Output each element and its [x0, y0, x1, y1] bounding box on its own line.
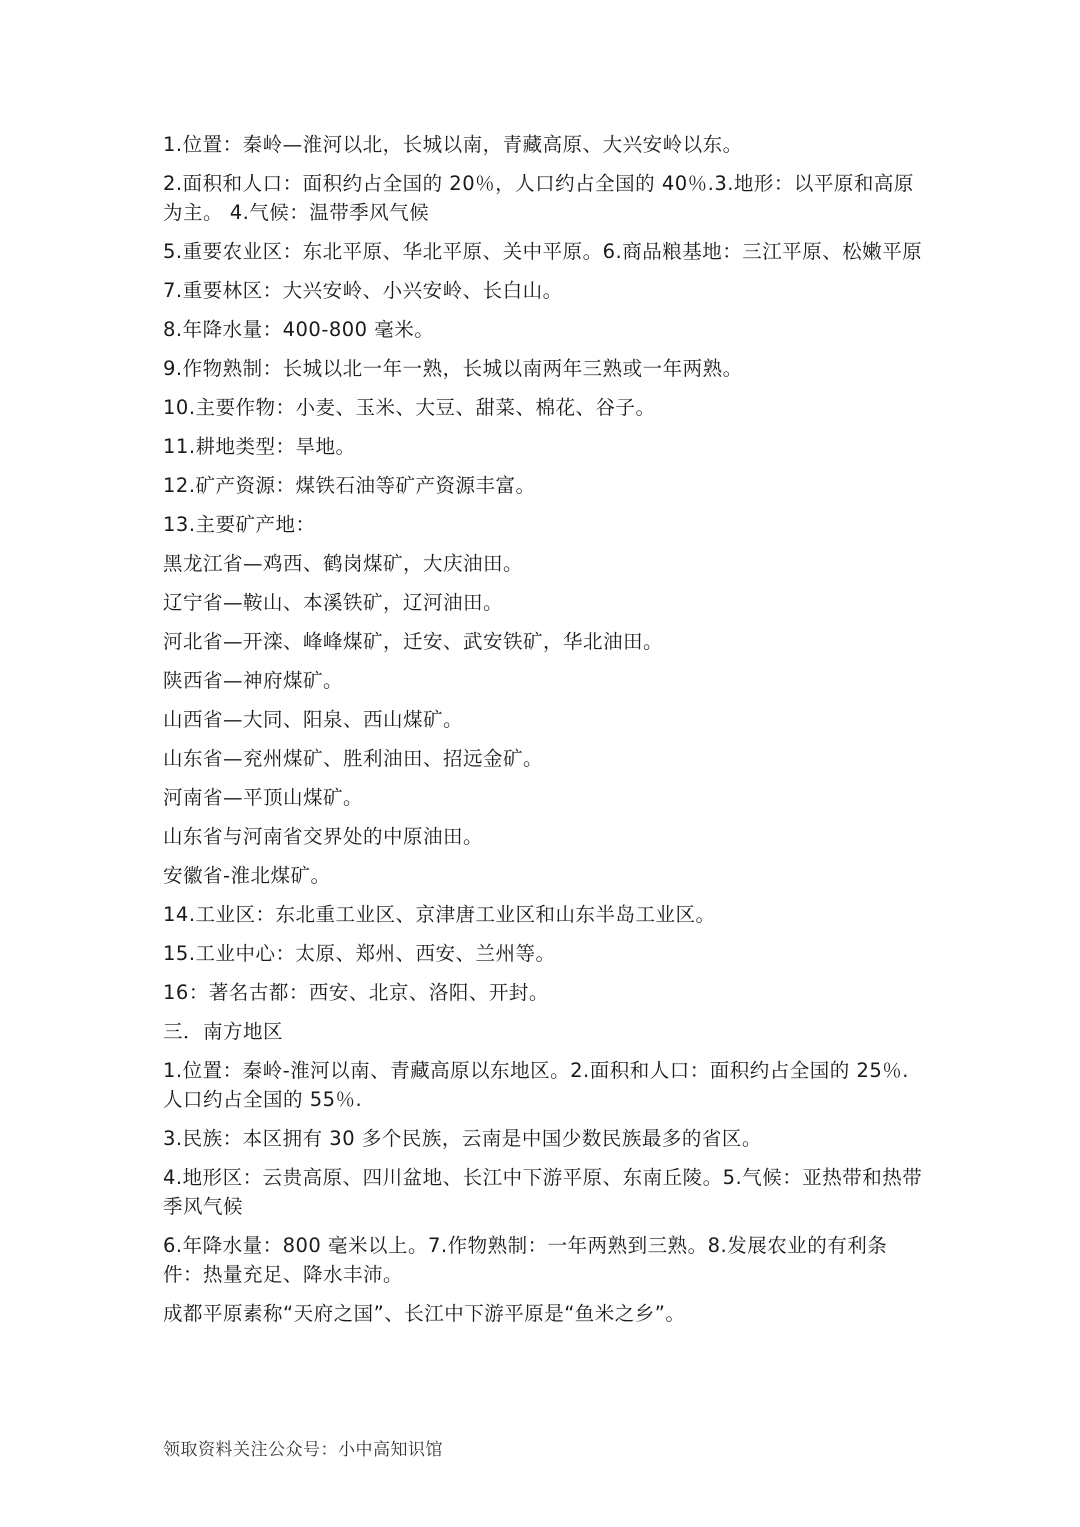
paragraph: 陕西省—神府煤矿。 — [163, 669, 344, 692]
paragraph: 黑龙江省—鸡西、鹤岗煤矿，大庆油田。 — [163, 552, 524, 575]
paragraph: 5.重要农业区：东北平原、华北平原、关中平原。6.商品粮基地：三江平原、松嫩平原 — [163, 240, 923, 263]
paragraph: 2.面积和人口：面积约占全国的 20％，人口约占全国的 40％.3.地形：以平原和高原为主。 4.气候：温带季风气候 — [163, 172, 914, 224]
paragraph: 8.年降水量：400-800 毫米。 — [163, 318, 435, 341]
paragraph: 16：著名古都：西安、北京、洛阳、开封。 — [163, 981, 549, 1004]
paragraph: 6.年降水量：800 毫米以上。7.作物熟制：一年两熟到三熟。8.发展农业的有利条件：热量充足、降水丰沛。 — [163, 1234, 888, 1286]
paragraph: 4.地形区：云贵高原、四川盆地、长江中下游平原、东南丘陵。5.气候：亚热带和热带季风气候 — [163, 1166, 923, 1218]
paragraph: 14.工业区：东北重工业区、京津唐工业区和山东半岛工业区。 — [163, 903, 716, 926]
section-heading: 三．南方地区 — [163, 1020, 284, 1043]
paragraph: 山西省—大同、阳泉、西山煤矿。 — [163, 708, 464, 731]
paragraph: 山东省与河南省交界处的中原油田。 — [163, 825, 484, 848]
paragraph: 3.民族：本区拥有 30 多个民族，云南是中国少数民族最多的省区。 — [163, 1127, 762, 1150]
paragraph: 11.耕地类型：旱地。 — [163, 435, 356, 458]
paragraph: 山东省—兖州煤矿、胜利油田、招远金矿。 — [163, 747, 544, 770]
paragraph: 成都平原素称“天府之国”、长江中下游平原是“鱼米之乡”。 — [163, 1302, 686, 1325]
paragraph: 9.作物熟制：长城以北一年一熟，长城以南两年三熟或一年两熟。 — [163, 357, 743, 380]
paragraph: 1.位置：秦岭-淮河以南、青藏高原以东地区。2.面积和人口：面积约占全国的 25％.人口约占全国的 55％. — [163, 1059, 909, 1111]
paragraph: 河南省—平顶山煤矿。 — [163, 786, 364, 809]
paragraph: 7.重要林区：大兴安岭、小兴安岭、长白山。 — [163, 279, 563, 302]
paragraph: 辽宁省—鞍山、本溪铁矿，辽河油田。 — [163, 591, 504, 614]
document-body — [163, 130, 923, 1338]
paragraph: 13.主要矿产地： — [163, 513, 316, 536]
paragraph: 15.工业中心：太原、郑州、西安、兰州等。 — [163, 942, 556, 965]
paragraph: 河北省—开滦、峰峰煤矿，迁安、武安铁矿，华北油田。 — [163, 630, 664, 653]
paragraph: 10.主要作物：小麦、玉米、大豆、甜菜、棉花、谷子。 — [163, 396, 656, 419]
footer-note: 领取资料关注公众号：小中高知识馆 — [163, 1440, 443, 1460]
paragraph: 12.矿产资源：煤铁石油等矿产资源丰富。 — [163, 474, 536, 497]
paragraph: 安徽省-淮北煤矿。 — [163, 864, 331, 887]
paragraph: 1.位置：秦岭—淮河以北，长城以南，青藏高原、大兴安岭以东。 — [163, 133, 743, 156]
